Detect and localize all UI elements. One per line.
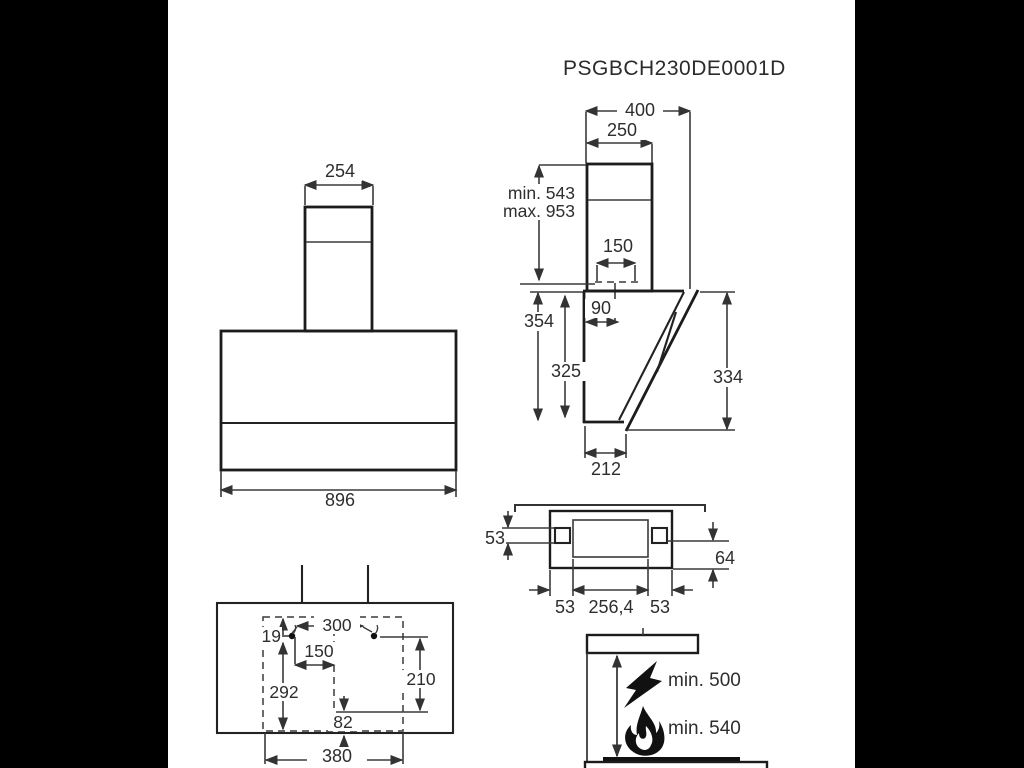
front-view — [221, 185, 456, 497]
top-view — [502, 505, 729, 596]
template-hole-spacing-label: 300 — [314, 616, 360, 634]
side-chimney-depth-label: 250 — [599, 121, 645, 140]
gas-hob-clearance-label: min. 540 — [667, 719, 761, 739]
top-duct-opening-label: 256,4 — [583, 598, 639, 617]
side-total-depth-label: 400 — [617, 101, 663, 120]
side-canopy-height-label: 354 — [518, 312, 560, 331]
side-duct-width-label: 150 — [595, 237, 641, 256]
top-left-clearance-label: 53 — [550, 598, 580, 617]
side-height-range-label — [484, 184, 576, 220]
side-inner-height-label: 325 — [545, 362, 587, 381]
template-hole-to-center-label: 150 — [296, 642, 342, 660]
top-rear-offset-label: 64 — [714, 549, 748, 568]
template-hole-top-offset-label: 19 — [252, 627, 282, 645]
technical-linework — [168, 0, 855, 768]
lightning-icon — [624, 661, 662, 708]
electric-hob-clearance-label: min. 500 — [667, 671, 761, 691]
side-height-min: min. 543 — [507, 183, 575, 203]
side-view — [520, 111, 735, 458]
top-bracket-height-label: 53 — [474, 529, 506, 548]
template-width-label: 380 — [307, 747, 367, 766]
front-chimney-width-label: 254 — [318, 162, 362, 181]
template-lower-hole-drop-label: 210 — [401, 670, 441, 688]
side-bottom-depth-label: 212 — [584, 460, 628, 479]
side-front-panel-height-label: 334 — [706, 368, 750, 387]
drawing-sheet — [168, 0, 855, 768]
model-code: PSGBCH230DE0001D — [563, 57, 786, 80]
template-bottom-offset-label: 82 — [328, 713, 358, 731]
top-right-clearance-label: 53 — [645, 598, 675, 617]
clearance-diagram — [585, 628, 767, 768]
template-height-label: 292 — [264, 683, 304, 701]
front-body-width-label: 896 — [318, 491, 362, 510]
side-height-max: max. 953 — [503, 201, 575, 221]
flame-icon — [625, 706, 664, 756]
side-duct-offset-label: 90 — [585, 299, 617, 318]
mounting-template — [217, 565, 453, 764]
